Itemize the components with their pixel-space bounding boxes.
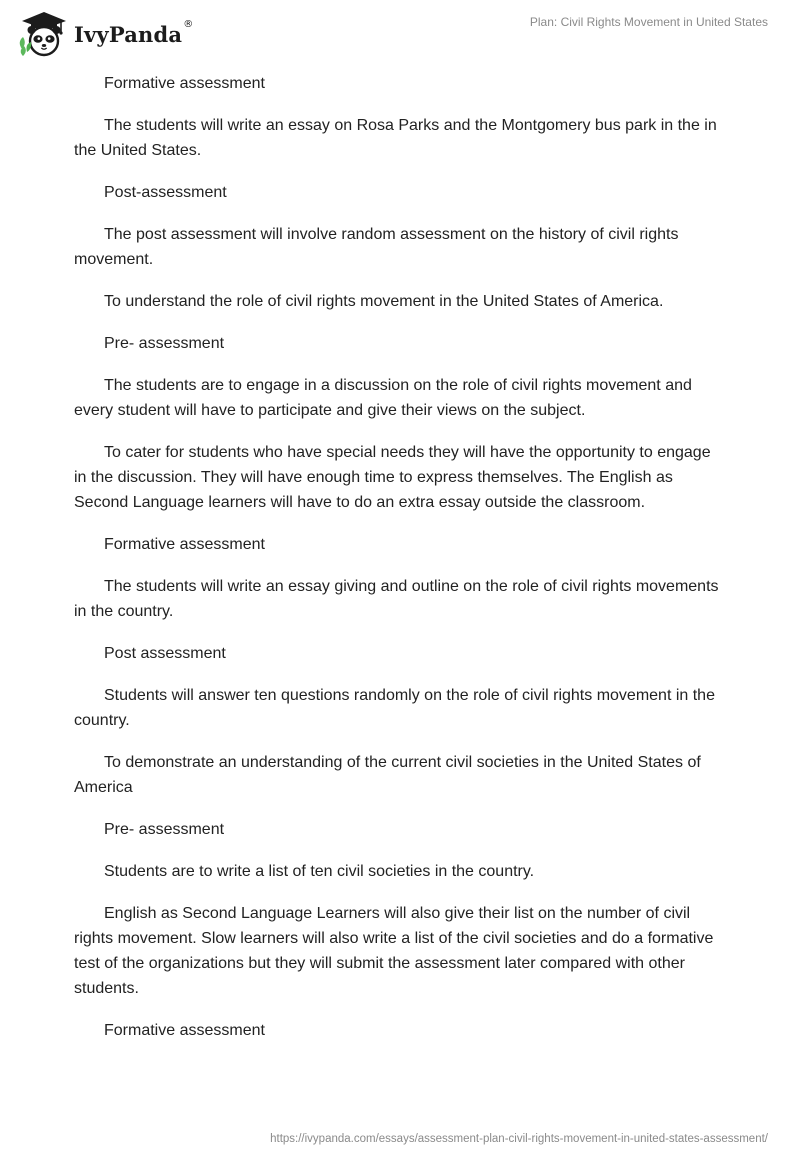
paragraph: The students will write an essay on Rosa Parks and the Montgomery bus park in the in the United States. xyxy=(74,117,717,159)
source-url-link[interactable]: https://ivypanda.com/essays/assessment-plan-civil-rights-movement-in-united-states-assessment/ xyxy=(270,1133,768,1145)
paragraph: Students are to write a list of ten civil societies in the country. xyxy=(104,863,535,880)
paragraph: Students will answer ten questions randomly on the role of civil rights movement in the country. xyxy=(74,687,715,729)
paragraph: Post assessment xyxy=(104,645,226,662)
paragraph: Pre- assessment xyxy=(104,821,225,838)
paragraph: To understand the role of civil rights movement in the United States of America. xyxy=(104,293,664,310)
paragraph: Formative assessment xyxy=(104,75,265,92)
panda-graduate-icon xyxy=(14,8,70,58)
page-header xyxy=(0,0,800,70)
paragraph: The students will write an essay giving and outline on the role of civil rights movements in the country. xyxy=(74,578,719,620)
paragraph: Formative assessment xyxy=(104,536,265,553)
paragraph: To cater for students who have special needs they will have the opportunity to engage in the discussion. They will have enough time to express themselves. The English as Second Language learners will have to do an extra essay outside the classroom. xyxy=(74,444,711,511)
document-title: Plan: Civil Rights Movement in United States xyxy=(529,15,768,29)
ivypanda-logo[interactable] xyxy=(14,8,193,58)
paragraph: The post assessment will involve random assessment on the history of civil rights movement. xyxy=(74,226,679,268)
essay-body xyxy=(74,71,726,1060)
paragraph: Pre- assessment xyxy=(104,335,225,352)
paragraph: To demonstrate an understanding of the current civil societies in the United States of America xyxy=(74,754,701,796)
registered-mark: ® xyxy=(183,18,194,30)
logo-wordmark: IvyPanda xyxy=(74,21,183,47)
paragraph: Formative assessment xyxy=(104,1022,265,1039)
paragraph: The students are to engage in a discussion on the role of civil rights movement and every student will have to participate and give their views on the subject. xyxy=(74,377,692,419)
paragraph: Post-assessment xyxy=(104,184,227,201)
paragraph: English as Second Language Learners will also give their list on the number of civil rights movement. Slow learners will also write a list of the civil societies and do a formative test of the organizations but they will submit the assessment later compared with other students. xyxy=(74,905,714,997)
